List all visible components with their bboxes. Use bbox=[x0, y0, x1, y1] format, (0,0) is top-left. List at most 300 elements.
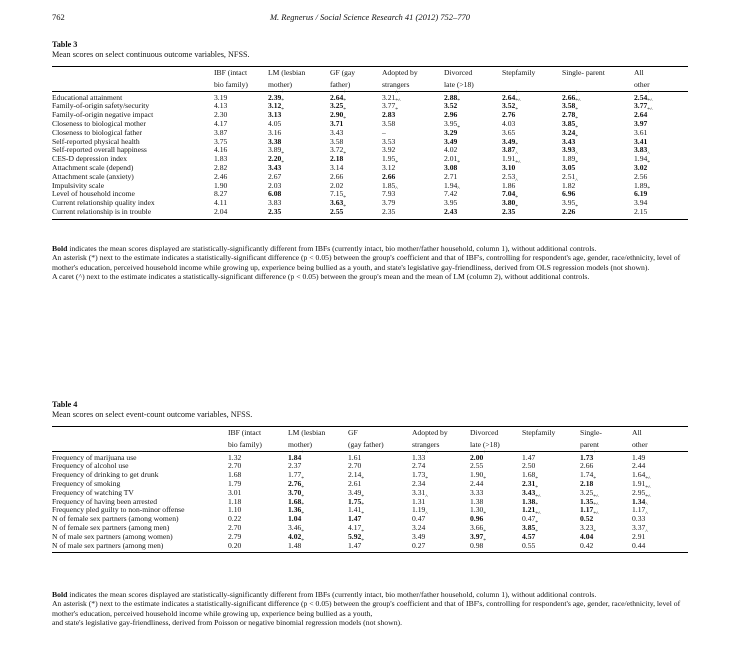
cell-number: 0.44 bbox=[632, 540, 646, 550]
row-label: Frequency of smoking bbox=[52, 478, 121, 488]
cell-number: 1.73 bbox=[580, 452, 594, 462]
table4-caption: Mean scores on select event-count outcome variables, NFSS. bbox=[52, 410, 253, 419]
cell-number: 0.20 bbox=[228, 540, 242, 550]
row-label: Attachment scale (anxiety) bbox=[52, 171, 134, 181]
cell-number: 0.47 bbox=[522, 514, 536, 524]
cell-number: 3.97 bbox=[634, 118, 648, 128]
cell-number: 2.66 bbox=[562, 92, 576, 102]
row-label: Family-of-origin negative impact bbox=[52, 110, 154, 120]
table-row bbox=[52, 208, 688, 219]
cell-number: 2.66 bbox=[580, 461, 594, 471]
row-label: N of male sex partners (among women) bbox=[52, 531, 173, 541]
significance-marker: ^ bbox=[425, 449, 428, 456]
cell-number: 6.96 bbox=[562, 189, 576, 199]
row-label: Level of household income bbox=[52, 189, 135, 199]
significance-marker: * bbox=[395, 159, 399, 166]
row-label: Closeness to biological father bbox=[52, 127, 143, 137]
table3-note-asterisk: An asterisk (*) next to the estimate indicates a statistically-significant difference (p < 0.05) between the group's coefficient and that of IBF's, controlling for respondent's age, gender, race/ethnicity, level of mother's education, perceived household income while growing up, experience being bullied as a youth, and state's legislative gay-friendliness, derived from OLS regression models (not shown). bbox=[52, 253, 681, 272]
cell-number: 2.71 bbox=[444, 171, 458, 181]
cell-number: 3.33 bbox=[470, 487, 484, 497]
cell-number: 0.55 bbox=[522, 540, 536, 550]
cell-number: 3.58 bbox=[382, 118, 396, 128]
significance-marker: * bbox=[575, 203, 579, 210]
cell-number: 2.18 bbox=[330, 154, 344, 164]
cell-number: 2.54 bbox=[634, 92, 648, 102]
significance-marker: *^ bbox=[593, 511, 599, 518]
cell-value bbox=[634, 208, 688, 219]
cell-number: 3.77 bbox=[382, 101, 396, 111]
cell-number: 3.94 bbox=[634, 198, 648, 208]
cell-number: 3.31 bbox=[412, 487, 426, 497]
cell-number: 2.26 bbox=[562, 206, 576, 216]
cell-number: 3.24 bbox=[412, 522, 426, 532]
column-header: All bbox=[632, 427, 688, 439]
significance-marker: * bbox=[361, 537, 365, 544]
cell-number: 2.64 bbox=[502, 92, 516, 102]
table3-label: Table 3 bbox=[52, 40, 78, 49]
cell-number: 2.14 bbox=[348, 470, 362, 480]
table4-note-continued: and state's legislative gay-friendliness, derived from Poisson or negative binomial regression models (not shown). bbox=[52, 618, 403, 628]
cell-number: 2.56 bbox=[634, 171, 648, 181]
row-label: Family-of-origin safety/security bbox=[52, 101, 150, 111]
header-blank bbox=[52, 79, 214, 91]
significance-marker: * bbox=[301, 528, 305, 535]
cell-number: 3.29 bbox=[444, 127, 458, 137]
cell-number: 1.36 bbox=[288, 505, 302, 515]
cell-number: 2.20 bbox=[268, 154, 282, 164]
cell-number: 1.82 bbox=[562, 180, 576, 190]
cell-number: 1.47 bbox=[348, 514, 362, 524]
cell-number: 3.01 bbox=[228, 487, 242, 497]
column-header: GF (gay bbox=[330, 67, 382, 79]
cell-number: 3.93 bbox=[562, 145, 576, 155]
row-label: CES-D depression index bbox=[52, 154, 128, 164]
row-label: Frequency of drinking to get drunk bbox=[52, 470, 159, 480]
column-header: Adopted by bbox=[382, 67, 444, 79]
column-header: bio family) bbox=[214, 79, 248, 89]
significance-marker: * bbox=[647, 159, 651, 166]
significance-marker: * bbox=[395, 107, 399, 114]
row-label: Closeness to biological mother bbox=[52, 118, 146, 128]
significance-marker: * bbox=[535, 528, 539, 535]
significance-marker: * bbox=[361, 528, 365, 535]
cell-number: 0.96 bbox=[470, 514, 484, 524]
column-header: IBF (intact bbox=[228, 427, 288, 439]
significance-marker: * bbox=[457, 124, 461, 131]
column-header: mother) bbox=[268, 79, 293, 89]
cell-number: 3.53 bbox=[382, 136, 396, 146]
significance-marker: * bbox=[301, 537, 305, 544]
cell-number: 1.68 bbox=[228, 470, 242, 480]
cell-number: 3.77 bbox=[634, 101, 648, 111]
cell-number: 2.64 bbox=[330, 92, 344, 102]
significance-marker: * bbox=[483, 537, 487, 544]
cell-number: 0.33 bbox=[632, 514, 646, 524]
cell-number: 1.90 bbox=[470, 470, 484, 480]
significance-marker: * bbox=[535, 502, 539, 509]
table4-label: Table 4 bbox=[52, 400, 78, 409]
table-row bbox=[52, 111, 688, 120]
table3-header bbox=[52, 67, 688, 92]
cell-number: 4.57 bbox=[522, 531, 536, 541]
cell-number: 3.71 bbox=[330, 118, 344, 128]
cell-number: 1.18 bbox=[228, 496, 242, 506]
cell-number: 3.92 bbox=[382, 145, 396, 155]
table4-note-asterisk: An asterisk (*) next to the estimate indicates a statistically-significant difference (p < 0.05) between the group's coefficient and that of IBF's, controlling for respondent's age, gender, race/ethnicity, level of mother's education, perceived household income while growing up, experience being bullied as a youth, bbox=[52, 599, 681, 618]
cell-number: 6.19 bbox=[634, 189, 648, 199]
row-label: Impulsivity scale bbox=[52, 180, 105, 190]
significance-marker: * bbox=[515, 107, 519, 114]
cell-number: 3.13 bbox=[268, 110, 282, 120]
significance-marker: * bbox=[647, 186, 651, 193]
cell-number: 4.04 bbox=[580, 531, 594, 541]
cell-number: 3.87 bbox=[214, 127, 228, 137]
column-header: IBF (intact bbox=[214, 67, 268, 79]
significance-marker: * bbox=[515, 142, 519, 149]
cell-number: 2.44 bbox=[632, 461, 646, 471]
significance-marker: * bbox=[301, 449, 305, 456]
header-row bbox=[52, 427, 688, 439]
table-row bbox=[52, 120, 688, 129]
cell-number: 1.17 bbox=[580, 505, 594, 515]
cell-number: 2.35 bbox=[502, 206, 516, 216]
significance-marker: * bbox=[483, 449, 487, 456]
cell-number: 3.80 bbox=[502, 198, 516, 208]
significance-marker: * bbox=[515, 89, 519, 96]
cell-number: 1.21 bbox=[522, 505, 536, 515]
cell-number: 4.02 bbox=[288, 531, 302, 541]
cell-value bbox=[444, 208, 502, 219]
cell-number: 3.83 bbox=[634, 145, 648, 155]
cell-number: 1.19 bbox=[412, 505, 426, 515]
cell-number: 1.91 bbox=[632, 478, 646, 488]
column-header: GF bbox=[348, 427, 412, 439]
cell-value bbox=[382, 208, 444, 219]
significance-marker: ^ bbox=[645, 511, 648, 518]
significance-marker: *^ bbox=[575, 98, 581, 105]
significance-marker: * bbox=[361, 502, 365, 509]
row-label: Attachment scale (depend) bbox=[52, 162, 134, 172]
note-bold-text: indicates the mean scores displayed are statistically-significantly different from IBFs (currently intact, bio mother/father household, column 1), without additional controls. bbox=[67, 244, 597, 253]
cell-number: 1.75 bbox=[348, 496, 362, 506]
significance-marker: * bbox=[361, 493, 365, 500]
cell-number: 1.38 bbox=[522, 496, 536, 506]
cell-number: 2.02 bbox=[330, 180, 344, 190]
cell-number: 2.70 bbox=[228, 522, 242, 532]
significance-marker: * bbox=[647, 89, 651, 96]
significance-marker: * bbox=[575, 89, 579, 96]
cell-number: 3.43 bbox=[562, 136, 576, 146]
row-label: Frequency of having been arrested bbox=[52, 496, 158, 506]
cell-number: 2.70 bbox=[348, 461, 362, 471]
cell-number: 2.79 bbox=[228, 531, 242, 541]
column-header: Stepfamily bbox=[502, 67, 562, 79]
cell-number: 2.43 bbox=[444, 206, 458, 216]
significance-marker: * bbox=[343, 203, 347, 210]
cell-number: 3.89 bbox=[268, 145, 282, 155]
cell-number: 1.41 bbox=[348, 505, 362, 515]
significance-marker: * bbox=[575, 124, 579, 131]
cell-number: 7.93 bbox=[382, 189, 396, 199]
cell-number: 2.03 bbox=[268, 180, 282, 190]
cell-number: 2.64 bbox=[634, 110, 648, 120]
cell-number: 1.77 bbox=[288, 470, 302, 480]
cell-number: 2.51 bbox=[562, 171, 576, 181]
cell-number: 0.52 bbox=[580, 514, 594, 524]
cell-number: 1.68 bbox=[522, 470, 536, 480]
cell-number: 2.83 bbox=[382, 110, 396, 120]
table-row bbox=[52, 542, 688, 553]
column-header: strangers bbox=[382, 79, 410, 89]
table4 bbox=[52, 426, 688, 553]
cell-number: 2.96 bbox=[444, 110, 458, 120]
cell-number: 2.66 bbox=[330, 171, 344, 181]
header-row bbox=[52, 67, 688, 79]
header-blank bbox=[52, 427, 228, 439]
significance-marker: * bbox=[281, 151, 285, 158]
cell-number: 3.85 bbox=[562, 118, 576, 128]
cell-number: 3.12 bbox=[268, 101, 282, 111]
cell-number: 3.70 bbox=[288, 487, 302, 497]
significance-marker: * bbox=[301, 493, 305, 500]
cell-number: 3.16 bbox=[268, 127, 282, 137]
cell-number: 3.72 bbox=[330, 145, 344, 155]
significance-marker: * bbox=[515, 203, 519, 210]
cell-number: 4.17 bbox=[348, 522, 362, 532]
cell-number: 2.18 bbox=[580, 478, 594, 488]
column-header: strangers bbox=[412, 439, 440, 449]
column-header: bio family) bbox=[228, 439, 262, 449]
cell-number: – bbox=[382, 127, 386, 137]
cell-number: 3.97 bbox=[470, 531, 484, 541]
cell-number: 3.10 bbox=[502, 162, 516, 172]
significance-marker: ^ bbox=[575, 151, 578, 158]
significance-marker: * bbox=[457, 159, 461, 166]
significance-marker: * bbox=[483, 511, 487, 518]
table3-caption-block bbox=[52, 40, 250, 60]
column-header: late (>18) bbox=[444, 79, 474, 89]
cell-number: 3.49 bbox=[348, 487, 362, 497]
significance-marker: * bbox=[535, 484, 539, 491]
significance-marker: * bbox=[593, 528, 597, 535]
cell-number: 1.10 bbox=[228, 505, 242, 515]
significance-marker: * bbox=[575, 107, 579, 114]
row-label: Current relationship quality index bbox=[52, 198, 155, 208]
cell-number: 4.16 bbox=[214, 145, 228, 155]
row-label: N of male sex partners (among men) bbox=[52, 542, 228, 553]
significance-marker: * bbox=[457, 89, 461, 96]
cell-number: 3.12 bbox=[382, 162, 396, 172]
row-label: Self-reported overall happiness bbox=[52, 145, 147, 155]
row-label: Educational attainment bbox=[52, 91, 214, 102]
cell-number: 0.22 bbox=[228, 514, 242, 524]
cell-number: 1.84 bbox=[288, 452, 302, 462]
cell-number: 4.11 bbox=[214, 198, 228, 208]
cell-number: 1.95 bbox=[382, 154, 396, 164]
cell-number: 1.32 bbox=[228, 452, 242, 462]
cell-number: 0.47 bbox=[412, 514, 426, 524]
cell-number: 2.34 bbox=[412, 478, 426, 488]
cell-number: 3.85 bbox=[522, 522, 536, 532]
significance-marker: ^ bbox=[395, 186, 398, 193]
cell-number: 1.47 bbox=[348, 540, 362, 550]
column-header: late (>18) bbox=[470, 439, 500, 449]
note-bold-word: Bold bbox=[52, 244, 68, 253]
cell-value bbox=[214, 208, 268, 219]
cell-number: 3.65 bbox=[502, 127, 516, 137]
table-row bbox=[52, 173, 688, 182]
cell-value bbox=[288, 537, 348, 553]
row-label: Frequency of watching TV bbox=[52, 487, 134, 497]
cell-number: 1.68 bbox=[288, 496, 302, 506]
cell-number: 3.24 bbox=[562, 127, 576, 137]
significance-marker: * bbox=[361, 475, 365, 482]
cell-number: 2.50 bbox=[522, 461, 536, 471]
cell-value bbox=[412, 542, 470, 553]
column-header: Single- bbox=[580, 427, 632, 439]
table-row bbox=[52, 164, 688, 173]
significance-marker: * bbox=[535, 475, 539, 482]
cell-number: 1.91 bbox=[502, 154, 516, 164]
column-header: Adopted by bbox=[412, 427, 470, 439]
cell-number: 2.66 bbox=[382, 171, 396, 181]
note-bold-word: Bold bbox=[52, 590, 68, 599]
cell-number: 0.27 bbox=[412, 540, 426, 550]
significance-marker: ^ bbox=[575, 177, 578, 184]
column-header: LM (lesbian bbox=[288, 427, 348, 439]
significance-marker: * bbox=[515, 195, 519, 202]
cell-number: 3.38 bbox=[268, 136, 282, 146]
significance-marker: *^ bbox=[593, 493, 599, 500]
cell-number: 1.64 bbox=[632, 470, 646, 480]
cell-number: 1.73 bbox=[412, 470, 426, 480]
cell-value bbox=[228, 542, 288, 553]
cell-number: 3.25 bbox=[580, 487, 594, 497]
column-header: parent bbox=[580, 439, 599, 449]
cell-number: 1.94 bbox=[634, 154, 648, 164]
significance-marker: * bbox=[483, 475, 487, 482]
column-header: Divorced bbox=[470, 427, 522, 439]
significance-marker: ^ bbox=[395, 89, 398, 96]
cell-number: 4.03 bbox=[502, 118, 516, 128]
cell-number: 4.17 bbox=[214, 118, 228, 128]
row-label: Frequency of alcohol use bbox=[52, 461, 129, 471]
significance-marker: ^ bbox=[457, 186, 460, 193]
significance-marker: * bbox=[343, 115, 347, 122]
cell-number: 3.52 bbox=[444, 101, 458, 111]
cell-number: 2.88 bbox=[444, 92, 458, 102]
cell-number: 2.15 bbox=[634, 206, 648, 216]
table3-note-bold bbox=[52, 244, 692, 253]
significance-marker: * bbox=[301, 484, 305, 491]
cell-number: 3.43 bbox=[268, 162, 282, 172]
table-row bbox=[52, 129, 688, 138]
significance-marker: *^ bbox=[645, 484, 651, 491]
cell-number: 4.02 bbox=[444, 145, 458, 155]
cell-number: 0.42 bbox=[580, 540, 594, 550]
cell-number: 3.43 bbox=[522, 487, 536, 497]
cell-value bbox=[382, 120, 444, 129]
table-row bbox=[52, 182, 688, 191]
cell-number: 2.53 bbox=[502, 171, 516, 181]
cell-number: 1.89 bbox=[634, 180, 648, 190]
cell-number: 3.58 bbox=[330, 136, 344, 146]
column-header: other bbox=[634, 79, 650, 89]
cell-number: 3.43 bbox=[330, 127, 344, 137]
cell-number: 2.01 bbox=[444, 154, 458, 164]
column-header: Divorced bbox=[444, 67, 502, 79]
significance-marker: ^ bbox=[647, 151, 650, 158]
cell-number: 2.74 bbox=[412, 461, 426, 471]
cell-number: 1.33 bbox=[412, 452, 426, 462]
significance-marker: * bbox=[301, 511, 305, 518]
cell-number: 2.30 bbox=[214, 110, 228, 120]
significance-marker: ^ bbox=[645, 528, 648, 535]
table4-header bbox=[52, 427, 688, 452]
column-header: other bbox=[632, 439, 648, 449]
table4-caption-block bbox=[52, 400, 252, 420]
cell-number: 1.49 bbox=[632, 452, 646, 462]
cell-number: 1.31 bbox=[412, 496, 426, 506]
significance-marker: * bbox=[593, 449, 597, 456]
cell-number: 3.05 bbox=[562, 162, 576, 172]
table3-notes bbox=[52, 244, 692, 282]
column-header bbox=[522, 439, 580, 451]
significance-marker: * bbox=[281, 98, 285, 105]
significance-marker: *^ bbox=[645, 475, 651, 482]
significance-marker: * bbox=[343, 98, 347, 105]
cell-number: 1.35 bbox=[580, 496, 594, 506]
table-row bbox=[52, 155, 688, 164]
header-blank bbox=[52, 439, 228, 451]
significance-marker: * bbox=[575, 115, 579, 122]
page-header bbox=[52, 12, 688, 26]
significance-marker: * bbox=[343, 195, 347, 202]
cell-number: 3.52 bbox=[502, 101, 516, 111]
significance-marker: *^ bbox=[645, 493, 651, 500]
cell-number: 3.08 bbox=[444, 162, 458, 172]
cell-number: 2.55 bbox=[330, 206, 344, 216]
row-label: N of female sex partners (among men) bbox=[52, 522, 170, 532]
cell-number: 2.46 bbox=[214, 171, 228, 181]
significance-marker: * bbox=[457, 98, 461, 105]
cell-number: 2.82 bbox=[214, 162, 228, 172]
cell-value bbox=[580, 542, 632, 553]
cell-number: 3.49 bbox=[412, 531, 426, 541]
column-header: (gay father) bbox=[348, 439, 384, 449]
cell-number: 2.61 bbox=[348, 478, 362, 488]
significance-marker: ^ bbox=[645, 502, 648, 509]
cell-number: 0.98 bbox=[470, 540, 484, 550]
significance-marker: * bbox=[343, 151, 347, 158]
table-row bbox=[52, 146, 688, 155]
cell-number: 3.66 bbox=[470, 522, 484, 532]
cell-number: 1.61 bbox=[348, 452, 362, 462]
table3-caption: Mean scores on select continuous outcome variables, NFSS. bbox=[52, 50, 250, 59]
significance-marker: *^ bbox=[647, 98, 653, 105]
cell-number: 1.86 bbox=[502, 180, 516, 190]
cell-number: 3.49 bbox=[502, 136, 516, 146]
significance-marker: * bbox=[575, 159, 579, 166]
cell-number: 2.04 bbox=[214, 206, 228, 216]
cell-number: 6.08 bbox=[268, 189, 282, 199]
cell-number: 3.19 bbox=[214, 92, 228, 102]
page-number: 762 bbox=[52, 12, 65, 22]
cell-value bbox=[522, 542, 580, 553]
cell-number: 2.76 bbox=[288, 478, 302, 488]
cell-number: 2.35 bbox=[382, 206, 396, 216]
table3 bbox=[52, 66, 688, 220]
